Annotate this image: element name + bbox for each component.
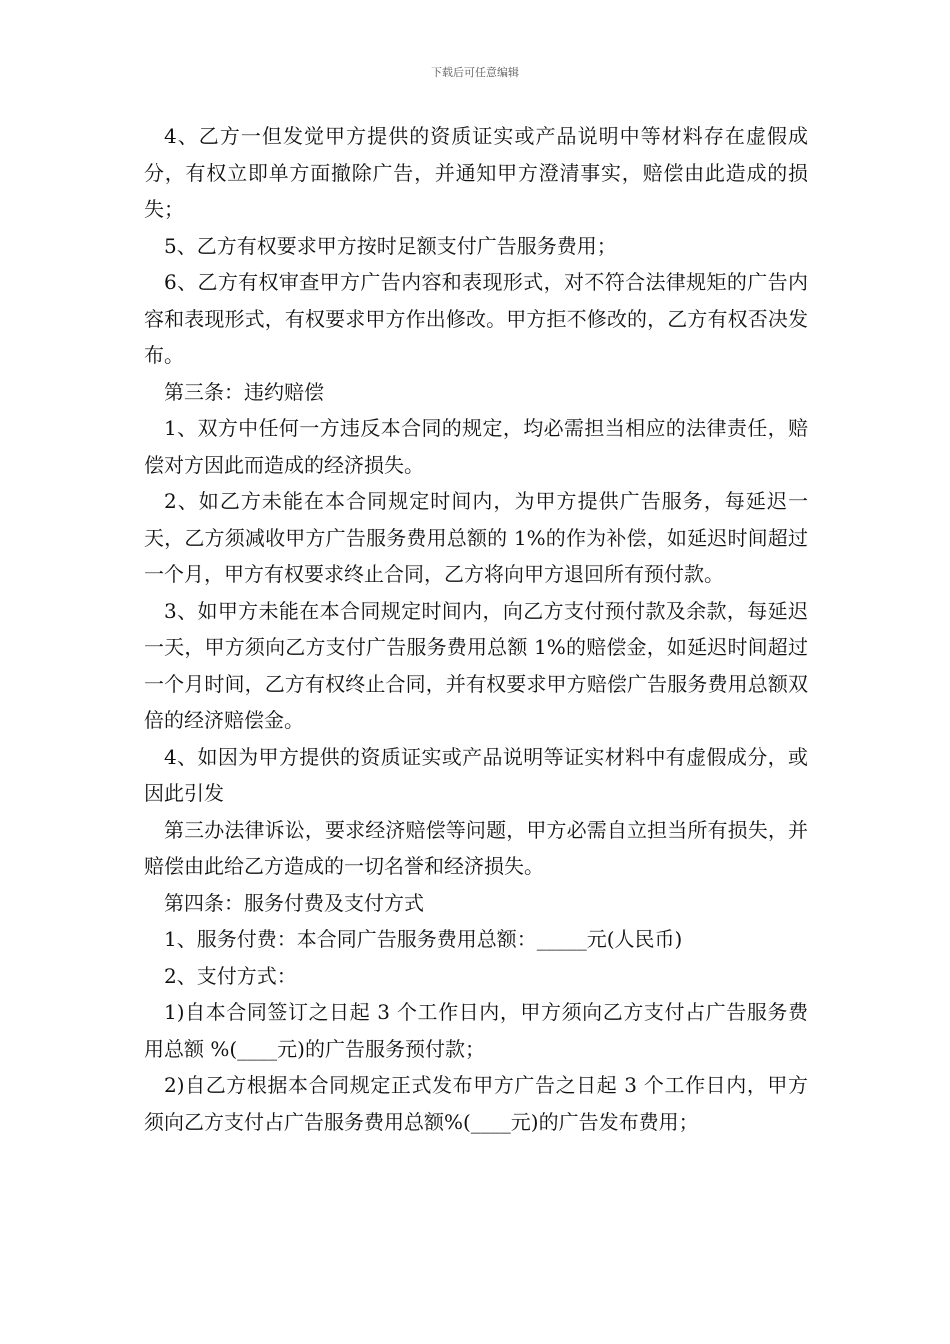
clause-paragraph: 2)自乙方根据本合同规定正式发布甲方广告之日起 3 个工作日内，甲方须向乙方支付占广告服务费用总额%(____元)的广告发布费用；	[144, 1073, 808, 1134]
clause-paragraph: 4、如因为甲方提供的资质证实或产品说明等证实材料中有虚假成分，或因此引发	[144, 744, 808, 805]
clause-paragraph: 5、乙方有权要求甲方按时足额支付广告服务费用；	[164, 233, 617, 258]
clause-paragraph: 第三办法律诉讼，要求经济赔偿等问题，甲方必需自立担当所有损失，并赔偿由此给乙方造成的一切名誉和经济损失。	[144, 817, 808, 878]
clause-paragraph: 2、支付方式：	[164, 963, 297, 988]
clause-paragraph: 3、如甲方未能在本合同规定时间内，向乙方支付预付款及余款，每延迟一天，甲方须向乙方支付广告服务费用总额 1%的赔偿金，如延迟时间超过一个月时间，乙方有权终止合同，并有权要求甲方赔偿广告服务费用总额双倍的经济赔偿金。	[144, 598, 808, 732]
section-heading: 第四条：服务付费及支付方式	[164, 890, 424, 915]
clause-paragraph: 1、双方中任何一方违反本合同的规定，均必需担当相应的法律责任，赔偿对方因此而造成的经济损失。	[144, 416, 808, 477]
contract-body	[144, 118, 808, 1140]
clause-paragraph: 1、服务付费：本合同广告服务费用总额：_____元(人民币)	[164, 927, 683, 951]
clause-paragraph: 1)自本合同签订之日起 3 个工作日内，甲方须向乙方支付占广告服务费用总额 %(____元)的广告服务预付款；	[144, 1000, 808, 1061]
clause-paragraph: 4、乙方一但发觉甲方提供的资质证实或产品说明中等材料存在虚假成分，有权立即单方面撤除广告，并通知甲方澄清事实，赔偿由此造成的损失；	[144, 124, 808, 221]
clause-paragraph: 2、如乙方未能在本合同规定时间内，为甲方提供广告服务，每延迟一天，乙方须减收甲方广告服务费用总额的 1%的作为补偿，如延迟时间超过一个月，甲方有权要求终止合同，乙方将向甲方退回所有预付款。	[144, 489, 808, 586]
section-heading: 第三条：违约赔偿	[164, 379, 324, 404]
page-header: 下载后可任意编辑	[431, 66, 519, 79]
clause-paragraph: 6、乙方有权审查甲方广告内容和表现形式，对不符合法律规矩的广告内容和表现形式，有权要求甲方作出修改。甲方拒不修改的，乙方有权否决发布。	[144, 270, 808, 367]
